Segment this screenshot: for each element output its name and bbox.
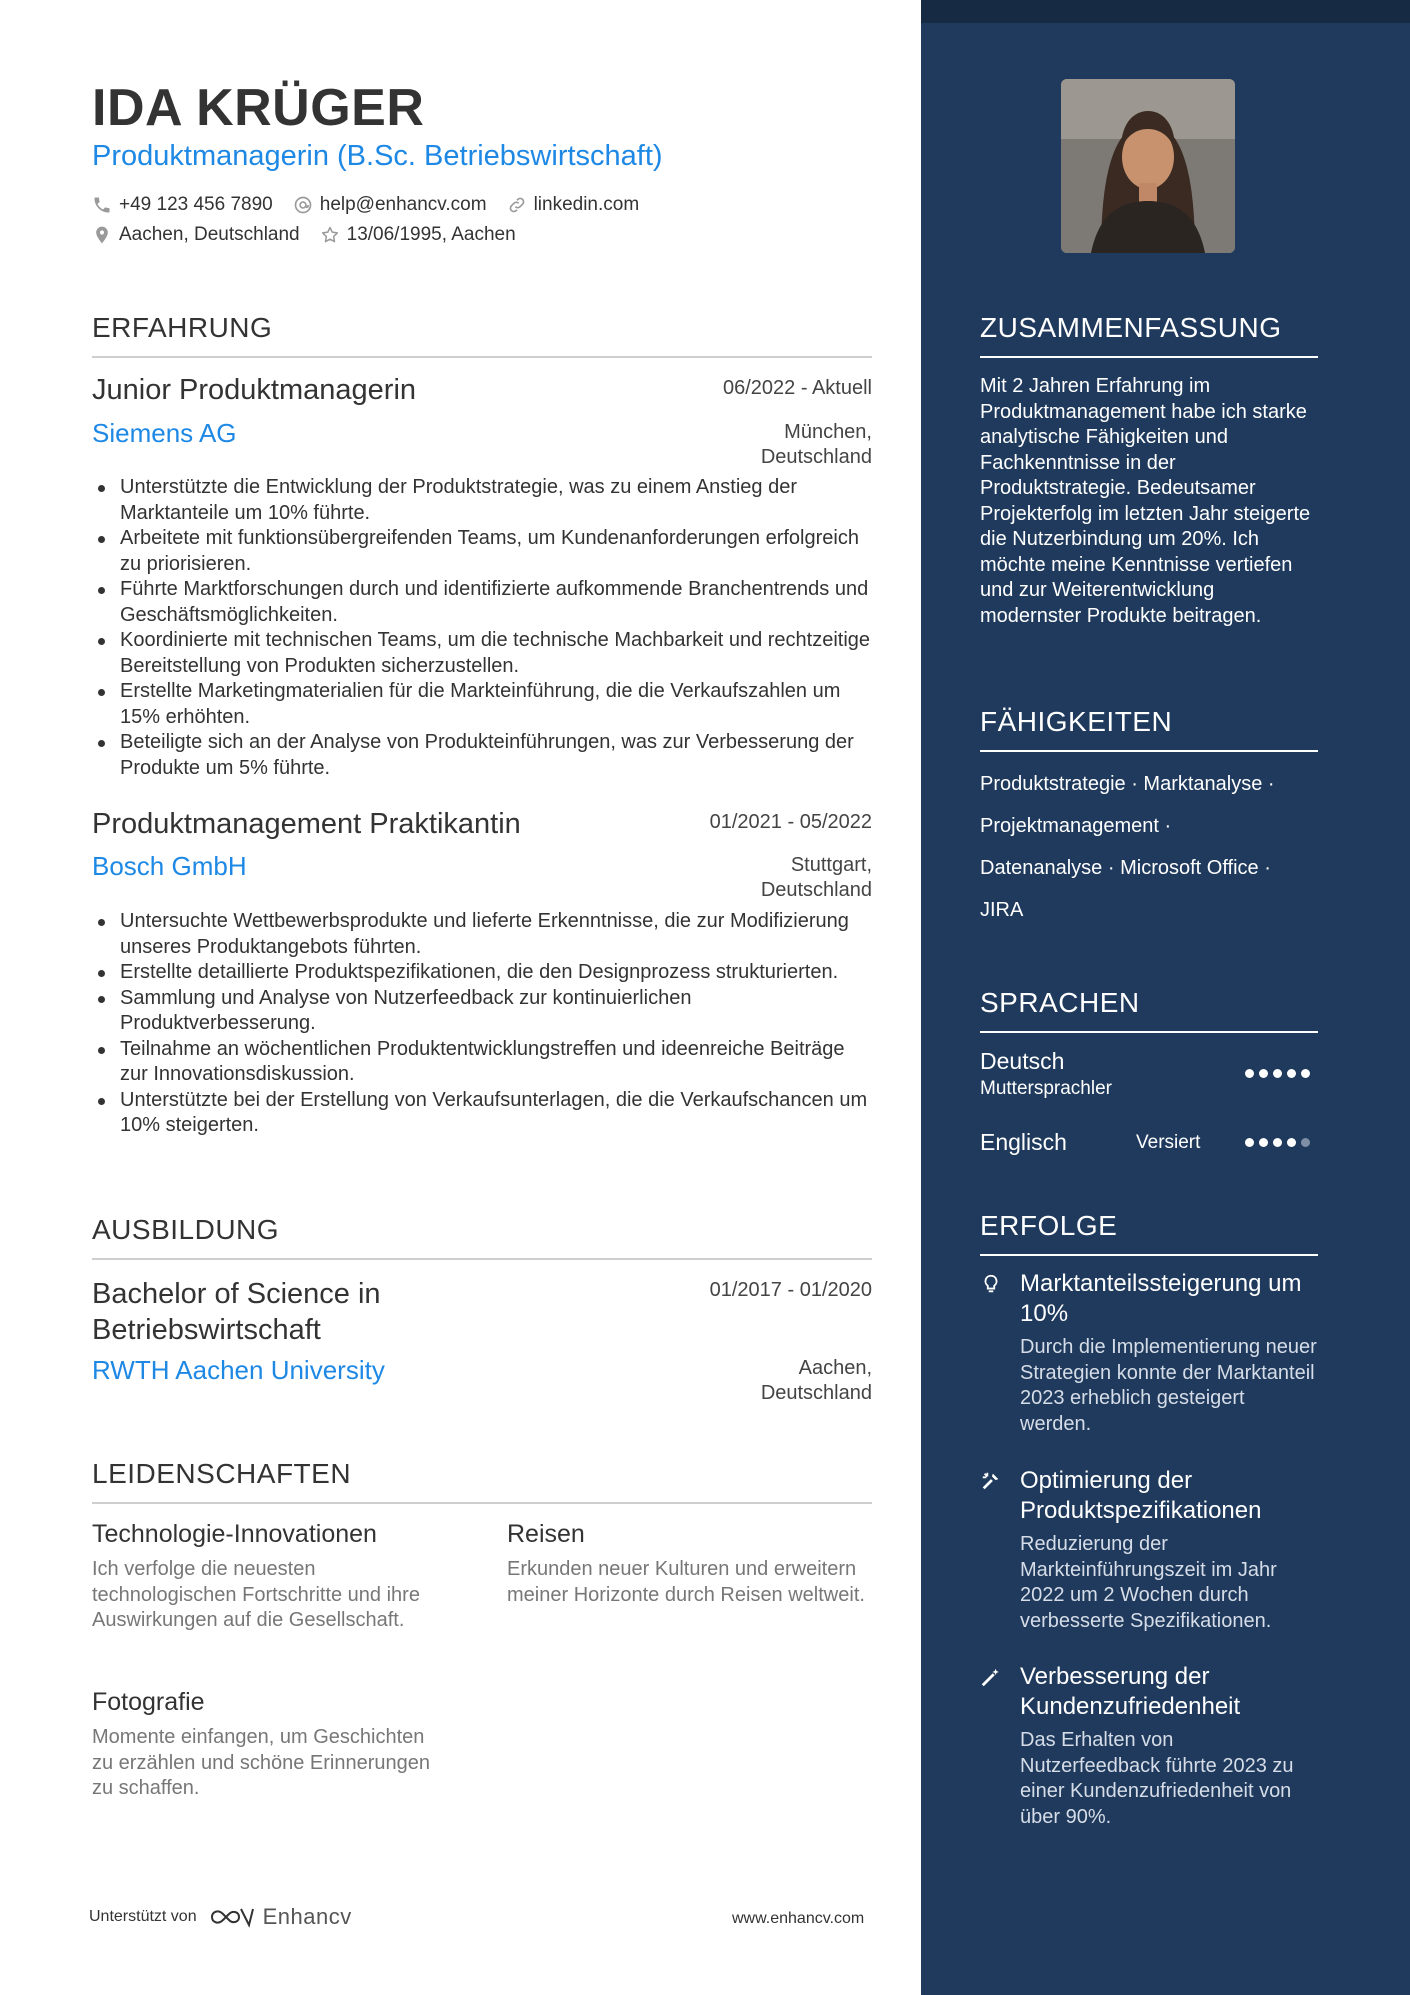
skill-item: Produktstrategie	[980, 773, 1126, 795]
job-location: München, Deutschland	[760, 421, 872, 468]
skill-item: Marktanalyse	[1143, 773, 1263, 795]
linkedin-text: linkedin.com	[533, 194, 640, 215]
passion-desc: Erkunden neuer Kulturen und erweitern meiner Horizonte durch Reisen weltweit.	[507, 1558, 865, 1606]
candidate-name: IDA KRÜGER	[92, 79, 425, 137]
bullet-item: Untersuchte Wettbewerbsprodukte und lieferte Erkenntnisse, die zur Modifizierung unseres Produktangebots führten.	[92, 909, 872, 960]
enhancv-logo-icon	[209, 1905, 255, 1929]
sidebar-top-bar	[921, 0, 1410, 23]
phone-icon	[92, 195, 112, 215]
phone-text: +49 123 456 7890	[119, 194, 273, 215]
contact-row	[92, 194, 659, 216]
passion-desc: Momente einfangen, um Geschichten zu erzählen und schöne Erinnerungen zu schaffen.	[92, 1726, 431, 1799]
education-date: 01/2017 - 01/2020	[709, 1279, 872, 1301]
passion-item	[92, 1520, 452, 1634]
company-name[interactable]: Bosch GmbH	[92, 851, 247, 881]
contact-birth	[320, 224, 516, 246]
location-text: Aachen, Deutschland	[119, 224, 300, 245]
achievement-title: Verbesserung der Kundenzufriedenheit	[1020, 1663, 1241, 1720]
powered-by-text: Unterstützt von	[89, 1908, 197, 1925]
experience-section-title: ERFAHRUNG	[92, 312, 872, 358]
languages-section-title: SPRACHEN	[980, 987, 1318, 1033]
passions-section-title: LEIDENSCHAFTEN	[92, 1458, 872, 1504]
skill-item: Projektmanagement	[980, 815, 1159, 837]
job-bullets	[92, 909, 872, 1139]
rating-dot	[1301, 1069, 1310, 1078]
bullet-item: Koordinierte mit technischen Teams, um die technische Machbarkeit und rechtzeitige Bereitstellung von Produkten sicherzustellen.	[92, 628, 872, 679]
education-section-title: AUSBILDUNG	[92, 1214, 872, 1260]
achievement-item	[980, 1269, 1318, 1437]
passion-title: Technologie-Innovationen	[92, 1520, 377, 1548]
candidate-subtitle: Produktmanagerin (B.Sc. Betriebswirtschaft)	[92, 140, 663, 172]
footer-url[interactable]: www.enhancv.com	[732, 1910, 865, 1927]
rating-dot	[1301, 1138, 1310, 1147]
link-icon	[507, 195, 527, 215]
email-text: help@enhancv.com	[319, 194, 487, 215]
language-name: Deutsch	[980, 1048, 1065, 1074]
passion-item	[507, 1520, 867, 1608]
bullet-item: Beteiligte sich an der Analyse von Produkteinführungen, was zur Verbesserung der Produkte um 5% führte.	[92, 730, 872, 781]
contact-linkedin[interactable]	[507, 194, 640, 216]
school-name[interactable]: RWTH Aachen University	[92, 1355, 385, 1385]
passion-title: Fotografie	[92, 1688, 205, 1716]
achievement-item	[980, 1466, 1318, 1634]
achievement-desc: Durch die Implementierung neuer Strategien konnte der Marktanteil 2023 erheblich gesteigert werden.	[1020, 1336, 1317, 1435]
language-rating	[1245, 1138, 1315, 1147]
job-location: Stuttgart, Deutschland	[760, 854, 872, 901]
skills-section-title: FÄHIGKEITEN	[980, 706, 1318, 752]
achievement-title: Optimierung der Produktspezifikationen	[1020, 1467, 1262, 1524]
birth-text: 13/06/1995, Aachen	[346, 224, 516, 245]
rating-dot	[1287, 1069, 1296, 1078]
language-rating	[1245, 1069, 1315, 1078]
skill-item: Datenanalyse	[980, 857, 1103, 879]
achievement-item	[980, 1662, 1318, 1830]
bullet-item: Erstellte detaillierte Produktspezifikationen, die den Designprozess strukturierten.	[92, 960, 872, 986]
language-level: Versiert	[1136, 1132, 1201, 1153]
skills-list: Produktstrategie · Marktanalyse · Projektmanagement · Datenanalyse · Microsoft Office · JIRA	[980, 773, 1275, 921]
bullet-item: Führte Marktforschungen durch und identifizierte aufkommende Branchentrends und Geschäftsmöglichkeiten.	[92, 577, 872, 628]
education-location: Aachen, Deutschland	[760, 1357, 872, 1404]
rating-dot	[1273, 1138, 1282, 1147]
rating-dot	[1287, 1138, 1296, 1147]
achievements-section-title: ERFOLGE	[980, 1210, 1318, 1256]
passion-item	[92, 1688, 432, 1802]
bullet-item: Unterstützte die Entwicklung der Produktstrategie, was zu einem Anstieg der Marktanteile um 10% führte.	[92, 475, 872, 526]
bullet-item: Unterstützte bei der Erstellung von Verkaufsunterlagen, die die Verkaufschancen um 10% steigerten.	[92, 1088, 872, 1139]
footer-powered-by[interactable]	[89, 1904, 352, 1930]
job-bullets	[92, 475, 872, 781]
star-icon	[320, 225, 340, 245]
bullet-item: Arbeitete mit funktionsübergreifenden Teams, um Kundenanforderungen erfolgreich zu priorisieren.	[92, 526, 872, 577]
contact-location	[92, 224, 300, 246]
bullet-item: Sammlung und Analyse von Nutzerfeedback zur kontinuierlichen Produktverbesserung.	[92, 986, 872, 1037]
language-name: Englisch	[980, 1129, 1067, 1155]
bullet-item: Teilnahme an wöchentlichen Produktentwicklungstreffen und ideenreiche Beiträge zur Innovationsdiskussion.	[92, 1037, 872, 1088]
contact-phone[interactable]	[92, 194, 273, 216]
job-title: Produktmanagement Praktikantin	[92, 808, 521, 840]
location-pin-icon	[92, 225, 112, 245]
degree-title: Bachelor of Science in Betriebswirtschaft	[92, 1278, 381, 1346]
rating-dot	[1259, 1069, 1268, 1078]
language-level: Muttersprachler	[980, 1078, 1112, 1099]
tools-icon	[980, 1470, 1002, 1492]
skill-item: JIRA	[980, 899, 1024, 921]
achievement-title: Marktanteilssteigerung um 10%	[1020, 1270, 1302, 1327]
company-name[interactable]: Siemens AG	[92, 418, 237, 448]
contact-row-2	[92, 224, 536, 246]
passion-title: Reisen	[507, 1520, 585, 1548]
passion-desc: Ich verfolge die neuesten technologischen Fortschritte und ihre Auswirkungen auf die Gesellschaft.	[92, 1558, 420, 1631]
profile-photo	[1061, 79, 1235, 253]
rating-dot	[1245, 1069, 1254, 1078]
skill-item: Microsoft Office	[1120, 857, 1259, 879]
rating-dot	[1259, 1138, 1268, 1147]
achievement-desc: Reduzierung der Markteinführungszeit im Jahr 2022 um 2 Wochen durch verbesserte Spezifikationen.	[1020, 1533, 1277, 1632]
lightbulb-icon	[980, 1273, 1002, 1295]
summary-section-title: ZUSAMMENFASSUNG	[980, 312, 1318, 358]
contact-email[interactable]	[293, 194, 487, 216]
job-title: Junior Produktmanagerin	[92, 374, 417, 406]
job-date: 01/2021 - 05/2022	[709, 811, 872, 833]
footer-brand: Enhancv	[262, 1904, 352, 1929]
summary-text: Mit 2 Jahren Erfahrung im Produktmanagement habe ich starke analytische Fähigkeiten und Fachkenntnisse in der Produktstrategie. Bedeutsamer Projekterfolg im letzten Jahr steigerte die Nutzerbindung um 20%. Ich möchte meine Kenntnisse vertiefen und zur Weiterentwicklung modernster Produkte beitragen.	[980, 375, 1311, 627]
rating-dot	[1245, 1138, 1254, 1147]
rating-dot	[1273, 1069, 1282, 1078]
at-icon	[293, 195, 313, 215]
bullet-item: Erstellte Marketingmaterialien für die Markteinführung, die die Verkaufszahlen um 15% erhöhten.	[92, 679, 872, 730]
job-date: 06/2022 - Aktuell	[723, 377, 872, 399]
magic-wand-icon	[980, 1666, 1002, 1688]
achievement-desc: Das Erhalten von Nutzerfeedback führte 2023 zu einer Kundenzufriedenheit von über 90%.	[1020, 1729, 1294, 1828]
profile-photo-image	[1061, 79, 1235, 253]
